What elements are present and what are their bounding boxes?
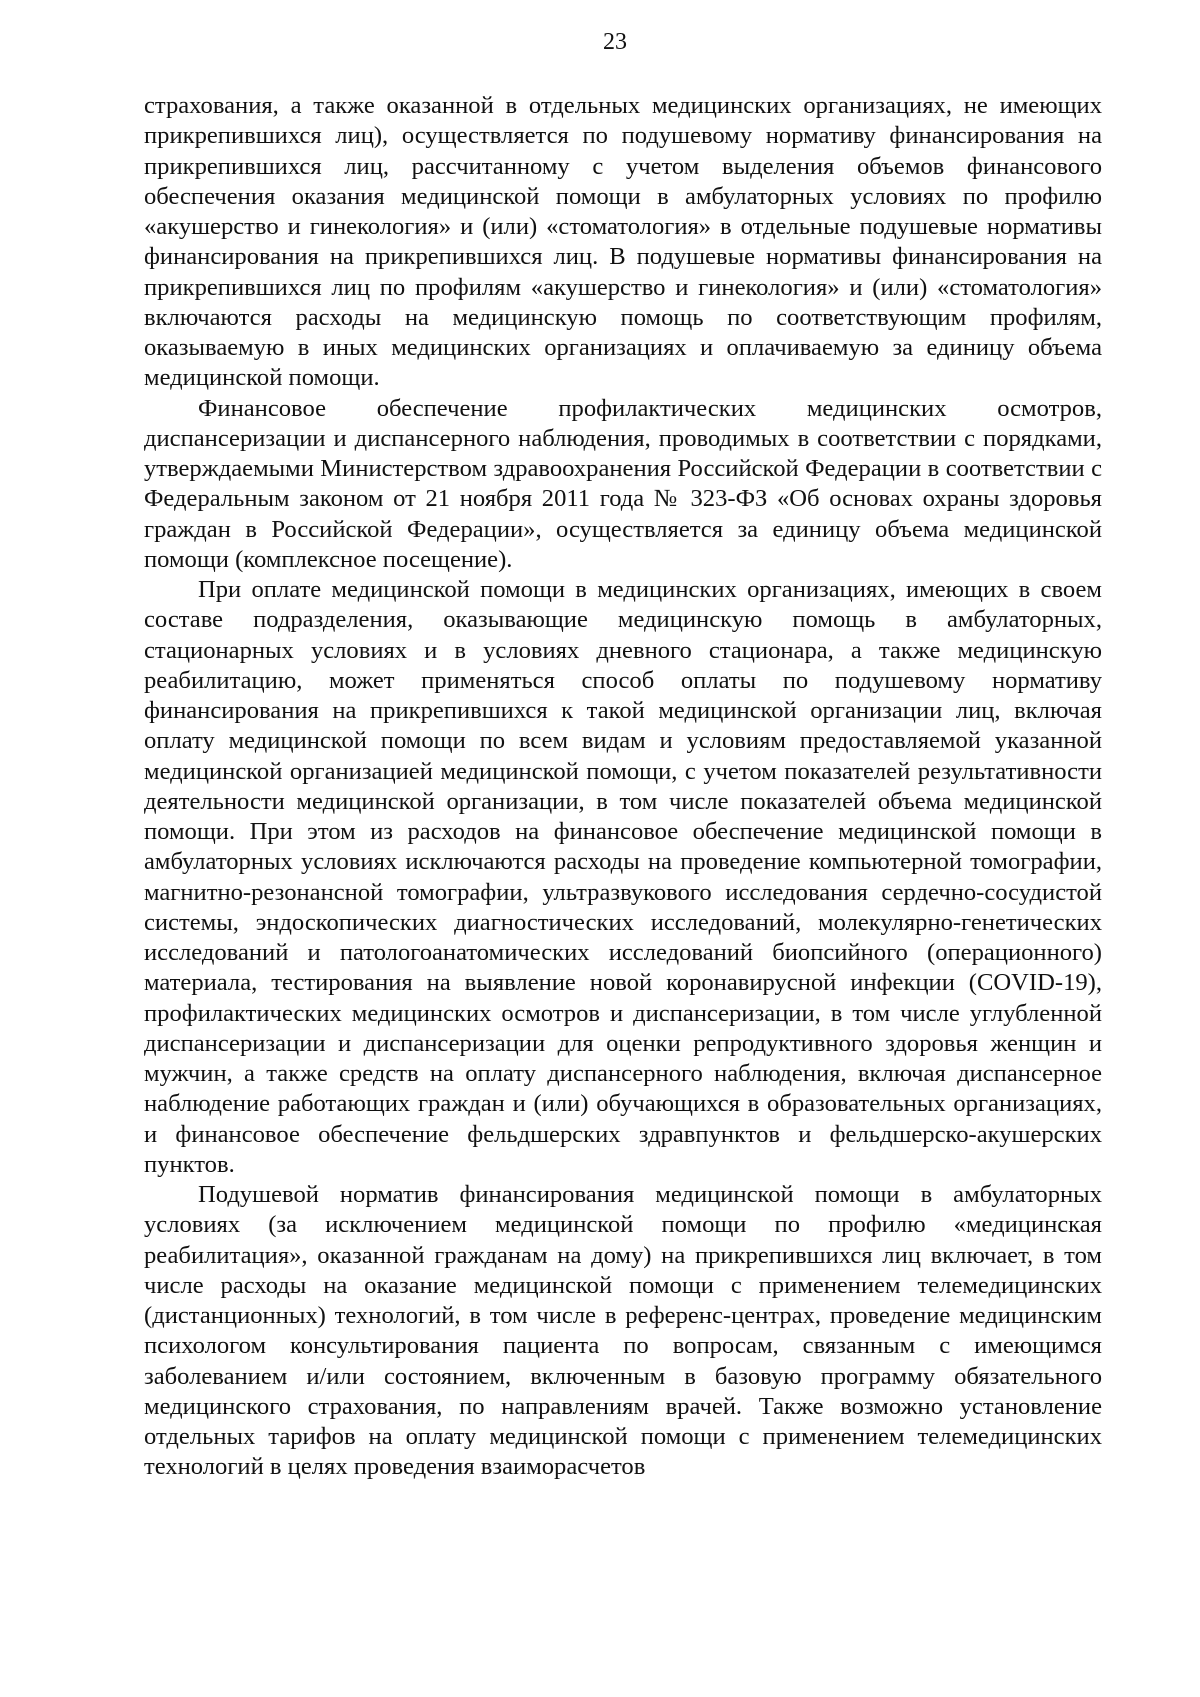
paragraph-preventive-exams: Финансовое обеспечение профилактических медицинских осмотров, диспансеризации и диспансерного наблюдения, проводимых в соответствии с порядками, утверждаемыми Министерством здравоохранения Российской Федерации в соответствии с Федеральным законом от 21 ноября 2011 года № 323-ФЗ «Об основах охраны здоровья граждан в Российской Федерации», осуществляется за единицу объема медицинской помощи (комплексное посещение). <box>144 394 1102 573</box>
paragraph-outpatient-norm: Подушевой норматив финансирования медицинской помощи в амбулаторных условиях (за исключением медицинской помощи по профилю «медицинская реабилитация», оказанной гражданам на дому) на прикрепившихся лиц включает, в том числе расходы на оказание медицинской помощи с применением телемедицинских (дистанционных) технологий, в том числе в референс-центрах, проведение медицинским психологом консультирования пациента по вопросам, связанным с имеющимся заболеванием и/или состоянием, включенным в базовую программу обязательного медицинского страхования, по направлениям врачей. Также возможно установление отдельных тарифов на оплату медицинской помощи с применением телемедицинских технологий в целях проведения взаиморасчетов <box>144 1181 1102 1481</box>
page-number: 23 <box>603 29 627 55</box>
paragraph-capitation-payment: При оплате медицинской помощи в медицинских организациях, имеющих в своем составе подразделения, оказывающие медицинскую помощь в амбулаторных, стационарных условиях и в условиях дневного стационара, а также медицинскую реабилитацию, может применяться способ оплаты по подушевому нормативу финансирования на прикрепившихся к такой медицинской организации лиц, включая оплату медицинской помощи по всем видам и условиям предоставляемой указанной медицинской организацией медицинской помощи, с учетом показателей результативности деятельности медицинской организации, в том числе показателей объема медицинской помощи. При этом из расходов на финансовое обеспечение медицинской помощи в амбулаторных условиях исключаются расходы на проведение компьютерной томографии, магнитно-резонансной томографии, ультразвукового исследования сердечно-сосудистой системы, эндоскопических диагностических исследований, молекулярно-генетических исследований и патологоанатомических исследований биопсийного (операционного) материала, тестирования на выявление новой коронавирусной инфекции (COVID-19), профилактических медицинских осмотров и диспансеризации, в том числе углубленной диспансеризации и диспансеризации для оценки репродуктивного здоровья женщин и мужчин, а также средств на оплату диспансерного наблюдения, включая диспансерное наблюдение работающих граждан и (или) обучающихся в образовательных организациях, и финансовое обеспечение фельдшерских здравпунктов и фельдшерско-акушерских пунктов. <box>144 576 1102 1178</box>
document-body <box>144 91 1102 1483</box>
paragraph-continuation: страхования, а также оказанной в отдельных медицинских организациях, не имеющих прикрепившихся лиц), осуществляется по подушевому нормативу финансирования на прикрепившихся лиц, рассчитанному с учетом выделения объемов финансового обеспечения оказания медицинской помощи в амбулаторных условиях по профилю «акушерство и гинекология» и (или) «стоматология» в отдельные подушевые нормативы финансирования на прикрепившихся лиц. В подушевые нормативы финансирования на прикрепившихся лиц по профилям «акушерство и гинекология» и (или) «стоматология» включаются расходы на медицинскую помощь по соответствующим профилям, оказываемую в иных медицинских организациях и оплачиваемую за единицу объема медицинской помощи. <box>144 92 1102 392</box>
